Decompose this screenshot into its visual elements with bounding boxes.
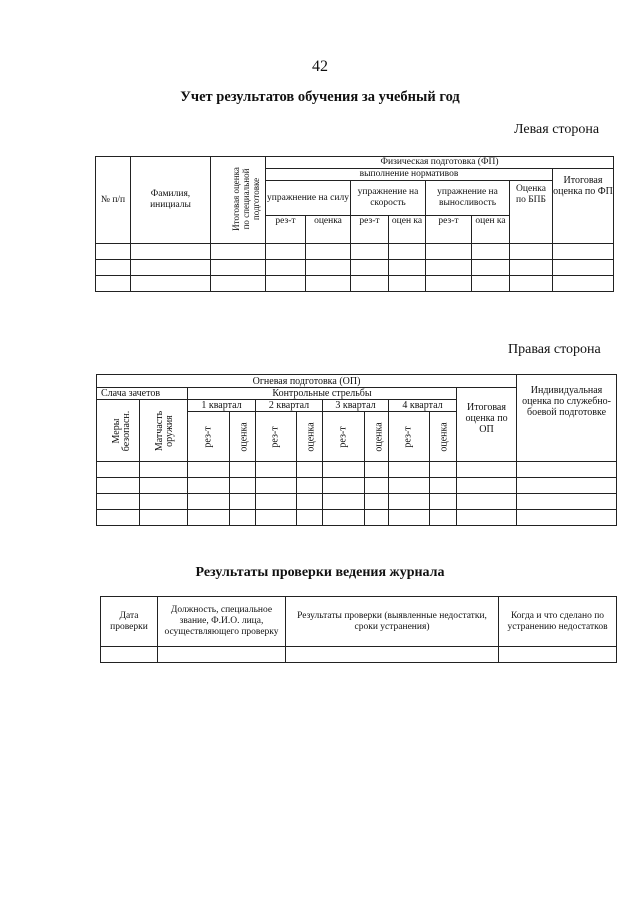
cell[interactable] <box>457 510 517 526</box>
cell[interactable] <box>430 462 457 478</box>
cell[interactable] <box>306 260 351 276</box>
cell[interactable] <box>426 276 472 292</box>
cell[interactable] <box>131 244 211 260</box>
cell[interactable] <box>211 244 266 260</box>
cell[interactable] <box>389 244 426 260</box>
cell[interactable] <box>140 510 188 526</box>
cell[interactable] <box>323 478 365 494</box>
right-side-label: Правая сторона <box>508 342 601 357</box>
cell[interactable] <box>472 260 510 276</box>
header-date: Дата проверки <box>101 597 158 647</box>
cell[interactable] <box>266 276 306 292</box>
cell[interactable] <box>297 478 323 494</box>
table-row <box>96 244 614 260</box>
cell[interactable] <box>188 462 230 478</box>
table-row <box>97 494 617 510</box>
header-fp-total: Итоговая оценка по ФП <box>553 169 614 244</box>
header-grade: оценка <box>297 412 323 462</box>
header-grade: оцен ка <box>472 216 510 244</box>
header-op: Огневая подготовка (ОП) <box>97 375 517 388</box>
cell[interactable] <box>517 510 617 526</box>
cell[interactable] <box>297 510 323 526</box>
header-res: рез-т <box>351 216 389 244</box>
cell[interactable] <box>472 244 510 260</box>
header-res: рез-т <box>188 412 230 462</box>
journal-check-table <box>100 596 617 663</box>
cell[interactable] <box>389 276 426 292</box>
header-weapon: Матчасть оружия <box>140 400 188 462</box>
cell[interactable] <box>97 510 140 526</box>
cell[interactable] <box>101 647 158 663</box>
cell[interactable] <box>365 478 389 494</box>
cell[interactable] <box>323 510 365 526</box>
right-side-table <box>96 374 617 526</box>
cell[interactable] <box>266 244 306 260</box>
cell[interactable] <box>306 276 351 292</box>
left-side-label: Левая сторона <box>514 122 600 137</box>
cell[interactable] <box>256 494 297 510</box>
table-row <box>101 647 617 663</box>
cell[interactable] <box>517 462 617 478</box>
cell[interactable] <box>230 462 256 478</box>
table-row <box>97 478 617 494</box>
cell[interactable] <box>365 510 389 526</box>
cell[interactable] <box>230 494 256 510</box>
cell[interactable] <box>256 462 297 478</box>
header-op-total: Итоговая оценка по ОП <box>457 388 517 462</box>
cell[interactable] <box>517 478 617 494</box>
cell[interactable] <box>426 260 472 276</box>
cell[interactable] <box>517 494 617 510</box>
cell[interactable] <box>230 510 256 526</box>
header-res: рез-т <box>323 412 365 462</box>
cell[interactable] <box>389 494 430 510</box>
table-row <box>96 260 614 276</box>
header-strength: упражнение на силу <box>266 181 351 216</box>
cell[interactable] <box>510 244 553 260</box>
cell[interactable] <box>211 276 266 292</box>
page-title: Учет результатов обучения за учебный год <box>180 89 460 105</box>
cell[interactable] <box>158 647 286 663</box>
header-grade: оценка <box>306 216 351 244</box>
cell[interactable] <box>457 494 517 510</box>
cell[interactable] <box>286 647 499 663</box>
header-safety: Меры безопасн. <box>97 400 140 462</box>
header-grade: оцен ка <box>389 216 426 244</box>
header-results: Результаты проверки (выявленные недостатки, сроки устранения) <box>286 597 499 647</box>
cell[interactable] <box>389 260 426 276</box>
cell[interactable] <box>256 510 297 526</box>
header-name: Фамилия, инициалы <box>131 157 211 244</box>
page-number: 42 <box>312 58 328 75</box>
cell[interactable] <box>297 462 323 478</box>
cell[interactable] <box>323 462 365 478</box>
cell[interactable] <box>430 494 457 510</box>
cell[interactable] <box>96 260 131 276</box>
header-individual: Индивидуальная оценка по служебно-боевой подготовке <box>517 375 617 462</box>
header-bpb: Оценка по БПБ <box>510 181 553 244</box>
header-res: рез-т <box>426 216 472 244</box>
header-num: № п/п <box>96 157 131 244</box>
cell[interactable] <box>306 244 351 260</box>
table-row <box>97 462 617 478</box>
cell[interactable] <box>188 494 230 510</box>
header-tests: Слача зачетов <box>97 388 188 400</box>
cell[interactable] <box>351 276 389 292</box>
cell[interactable] <box>430 478 457 494</box>
cell[interactable] <box>457 462 517 478</box>
header-grade: оценка <box>230 412 256 462</box>
cell[interactable] <box>472 276 510 292</box>
cell[interactable] <box>553 276 614 292</box>
header-shooting: Контрольные стрельбы <box>188 388 457 400</box>
cell[interactable] <box>256 478 297 494</box>
header-q1: 1 квартал <box>188 400 256 412</box>
cell[interactable] <box>297 494 323 510</box>
header-speed: упражнение на скорость <box>351 181 426 216</box>
table-row <box>96 276 614 292</box>
cell[interactable] <box>97 462 140 478</box>
cell[interactable] <box>365 462 389 478</box>
header-special: Итоговая оценка по специальной подготовке <box>211 157 266 244</box>
cell[interactable] <box>211 260 266 276</box>
cell[interactable] <box>553 260 614 276</box>
cell[interactable] <box>389 510 430 526</box>
header-fp: Физическая подготовка (ФП) <box>266 157 614 169</box>
cell[interactable] <box>389 462 430 478</box>
cell[interactable] <box>323 494 365 510</box>
cell[interactable] <box>96 244 131 260</box>
cell[interactable] <box>426 244 472 260</box>
cell[interactable] <box>188 510 230 526</box>
cell[interactable] <box>140 494 188 510</box>
header-endurance: упражнение на выносливость <box>426 181 510 216</box>
journal-check-title: Результаты проверки ведения журнала <box>195 565 445 580</box>
header-actions: Когда и что сделано по устранению недостатков <box>499 597 617 647</box>
cell[interactable] <box>499 647 617 663</box>
cell[interactable] <box>430 510 457 526</box>
cell[interactable] <box>510 276 553 292</box>
header-res: рез-т <box>266 216 306 244</box>
left-side-table <box>95 156 614 292</box>
header-q2: 2 квартал <box>256 400 323 412</box>
header-q3: 3 квартал <box>323 400 389 412</box>
cell[interactable] <box>131 276 211 292</box>
cell[interactable] <box>97 494 140 510</box>
cell[interactable] <box>351 244 389 260</box>
cell[interactable] <box>140 462 188 478</box>
cell[interactable] <box>188 478 230 494</box>
header-grade: оценка <box>430 412 457 462</box>
cell[interactable] <box>230 478 256 494</box>
header-q4: 4 квартал <box>389 400 457 412</box>
header-res: рез-т <box>389 412 430 462</box>
cell[interactable] <box>365 494 389 510</box>
cell[interactable] <box>351 260 389 276</box>
cell[interactable] <box>389 478 430 494</box>
cell[interactable] <box>97 478 140 494</box>
cell[interactable] <box>131 260 211 276</box>
cell[interactable] <box>510 260 553 276</box>
header-norms: выполнение нормативов <box>266 169 553 181</box>
cell[interactable] <box>553 244 614 260</box>
table-row <box>97 510 617 526</box>
cell[interactable] <box>140 478 188 494</box>
cell[interactable] <box>266 260 306 276</box>
header-grade: оценка <box>365 412 389 462</box>
header-res: рез-т <box>256 412 297 462</box>
cell[interactable] <box>457 478 517 494</box>
header-inspector: Должность, специальное звание, Ф.И.О. лица, осуществляющего проверку <box>158 597 286 647</box>
cell[interactable] <box>96 276 131 292</box>
